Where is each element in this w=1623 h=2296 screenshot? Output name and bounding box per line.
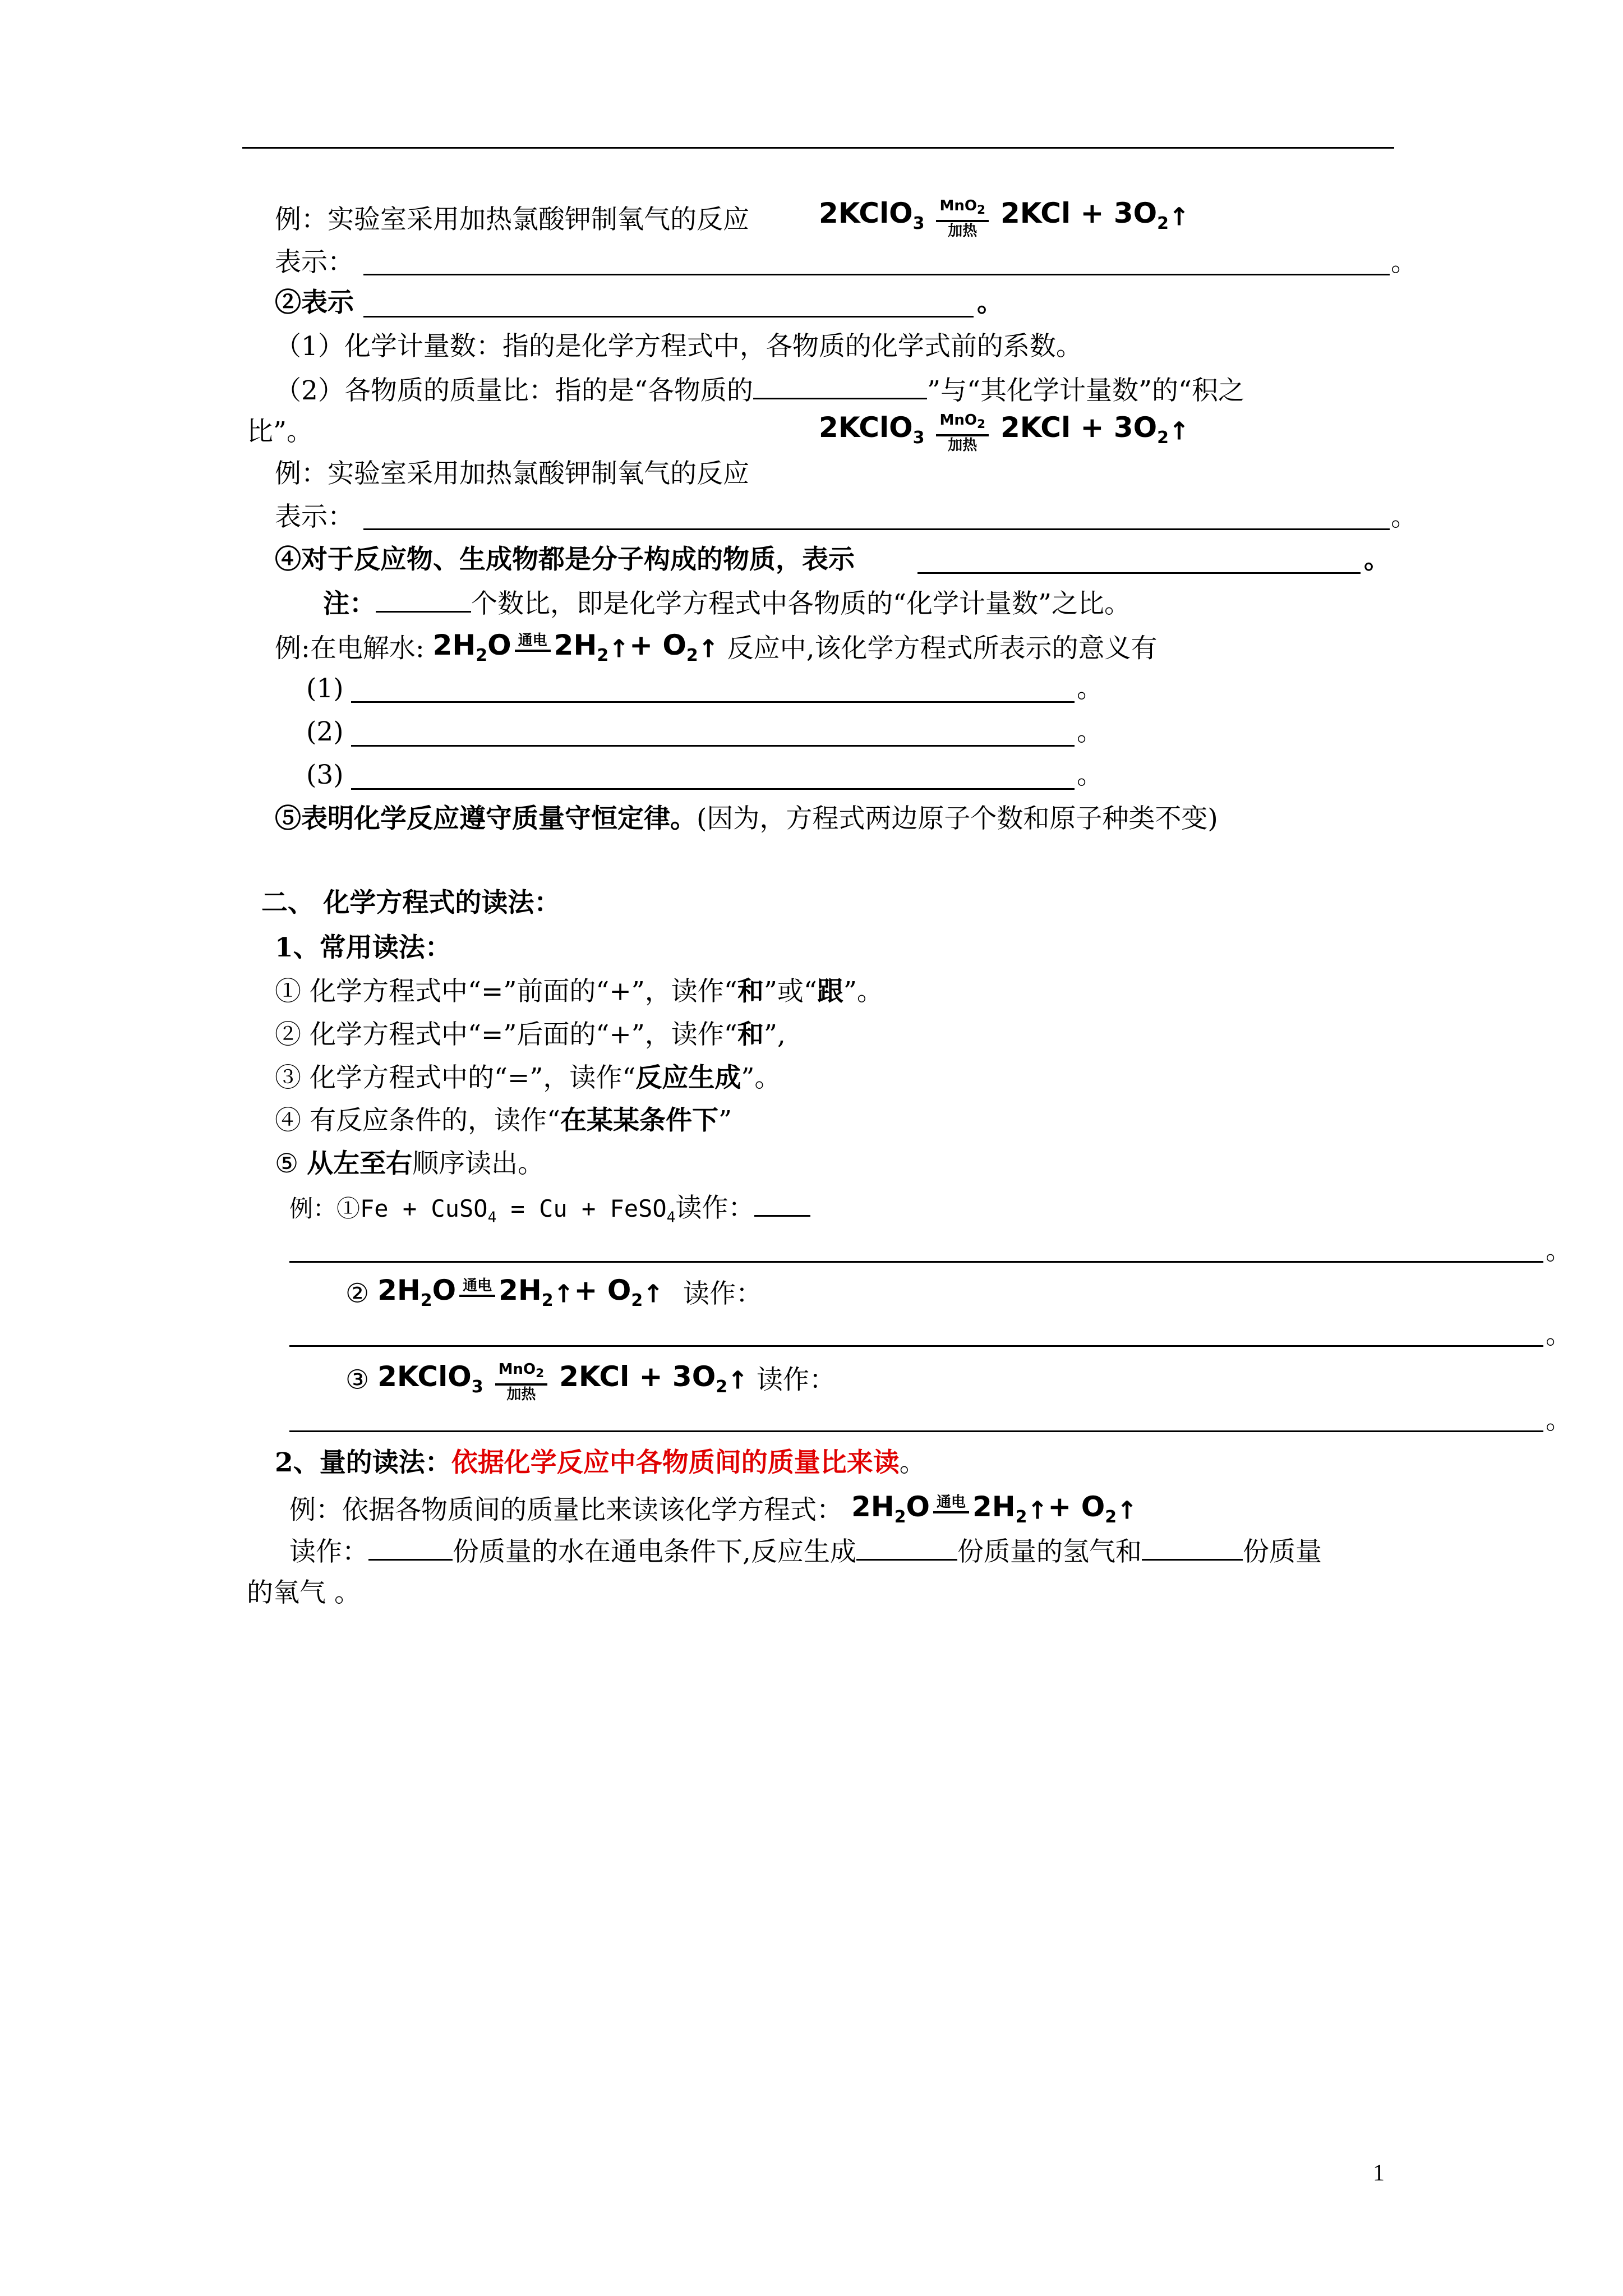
up-arrow-icon: ↑: [727, 1366, 748, 1395]
quantity-read-as: 读作： 份质量的水在通电条件下,反应生成 份质量的氢气和 份质量: [289, 1534, 1322, 1569]
rule-5: ⑤ 从左至右顺序读出。: [275, 1148, 545, 1179]
up-arrow-icon: ↑: [608, 634, 630, 664]
period: 。: [977, 287, 1003, 318]
period: 。: [1077, 673, 1103, 704]
rule-2: ② 化学方程式中“=”后面的“+”，读作“和”,: [275, 1019, 786, 1050]
answer-blank[interactable]: [1142, 1534, 1243, 1561]
meaning-1: (1): [306, 673, 344, 704]
read-example-3: ③ 2KClO$_3$ MnO$_2$ 加热 $2KCl + 3O_2↑$ 读作：: [345, 1360, 836, 1403]
eq-right: $2KCl + 3O_2$: [1000, 197, 1169, 233]
answer-blank[interactable]: [289, 1430, 1543, 1432]
meaning-3: (3): [306, 760, 344, 790]
section-title-reading: 二、 化学方程式的读法：: [261, 887, 561, 918]
read-example-2: ② $2H_2O$ 通电 $2H_2↑+$ $O_2↑$ 读作：: [345, 1274, 763, 1310]
answer-blank[interactable]: [856, 1534, 957, 1561]
up-arrow-icon: ↑: [698, 634, 719, 664]
common-reading-title: 1、常用读法：: [275, 932, 451, 963]
answer-blank[interactable]: [363, 274, 1390, 275]
up-arrow-icon: ↑: [1169, 203, 1189, 232]
section-2-represent: ②表示: [275, 287, 354, 318]
up-arrow-icon: ↑: [1117, 1496, 1137, 1525]
example-text: 例：实验室采用加热氯酸钾制氧气的反应: [275, 204, 749, 235]
up-arrow-icon: ↑: [553, 1280, 574, 1309]
answer-blank[interactable]: [363, 528, 1390, 530]
mass-ratio-line: （2）各物质的质量比：指的是“各物质的 ”与“其化学计量数”的“积之: [275, 373, 1244, 408]
answer-blank[interactable]: [917, 572, 1361, 574]
period: 。: [1077, 716, 1103, 747]
up-arrow-icon: ↑: [1169, 417, 1189, 446]
mass-conservation-line: ⑤表明化学反应遵守质量守恒定律。(因为，方程式两边原子个数和原子种类不变): [275, 803, 1218, 834]
note-line: 注： 个数比，即是化学方程式中各物质的“化学计量数”之比。: [323, 586, 1131, 621]
answer-blank[interactable]: [351, 788, 1075, 790]
answer-blank[interactable]: [368, 1534, 453, 1561]
answer-blank[interactable]: [754, 1190, 810, 1217]
up-arrow-icon: ↑: [1027, 1496, 1048, 1525]
answer-blank[interactable]: [351, 745, 1075, 747]
electrolysis-example: 例:在电解水: $2H_2O$ 通电 $2H_2↑+$ $O_2↑$ 反应中,该化学方程式所表示的意义有: [275, 629, 1158, 665]
period: 。: [1077, 760, 1103, 790]
mass-ratio-cont: 比”。: [247, 416, 313, 447]
answer-blank[interactable]: [376, 586, 471, 613]
quantity-example: 例：依据各物质间的质量比来读该化学方程式： $2H_2O$ 通电 $2H_2↑+$ $O_2↑$: [289, 1490, 1137, 1527]
period: 。: [1391, 247, 1417, 278]
meaning-2: (2): [306, 716, 344, 747]
up-arrow-icon: ↑: [643, 1280, 664, 1309]
quantity-read-cont: 的氧气 。: [247, 1577, 361, 1608]
example-kclo3-line: [275, 203, 749, 237]
represent-line-2: 表示：: [275, 501, 354, 532]
answer-blank[interactable]: [351, 701, 1075, 703]
answer-blank[interactable]: [289, 1261, 1543, 1263]
quantity-reading-title: 2、量的读法：依据化学反应中各物质间的质量比来读。: [275, 1447, 926, 1478]
eq-condition: MnO$_2$ 加热: [936, 197, 989, 240]
page-number: 1: [1373, 2160, 1385, 2186]
rule-4: ④ 有反应条件的，读作“在某某条件下”: [275, 1105, 732, 1136]
rule-1: ① 化学方程式中“=”前面的“+”，读作“和”或“跟”。: [275, 976, 883, 1007]
equation-kclo3: [819, 196, 1189, 241]
represent-line-1: 表示：: [275, 247, 354, 278]
eq-left: 2KClO$_3$: [819, 197, 925, 233]
answer-blank[interactable]: [289, 1345, 1543, 1347]
coefficient-line: （1）化学计量数：指的是化学方程式中，各物质的化学式前的系数。: [275, 331, 1082, 362]
equation-kclo3-2: 2KClO$_3$ MnO$_2$ 加热 $2KCl + 3O_2↑$: [819, 411, 1189, 454]
period: 。: [1546, 1405, 1572, 1435]
period: 。: [1364, 544, 1390, 575]
rule-3: ③ 化学方程式中的“=”，读作“反应生成”。: [275, 1062, 781, 1093]
period: 。: [1391, 501, 1417, 532]
section-4-molecule: ④对于反应物、生成物都是分子构成的物质，表示: [275, 544, 855, 575]
period: 。: [1546, 1319, 1572, 1350]
answer-blank[interactable]: [363, 316, 974, 318]
period: 。: [1546, 1235, 1572, 1266]
header-rule: [242, 147, 1394, 149]
example-kclo3-line-2: 例：实验室采用加热氯酸钾制氧气的反应: [275, 458, 749, 489]
answer-blank[interactable]: [753, 373, 927, 399]
read-example-1: 例：①Fe + CuSO$_4$ = Cu + FeSO$_4$读作：: [289, 1190, 810, 1234]
